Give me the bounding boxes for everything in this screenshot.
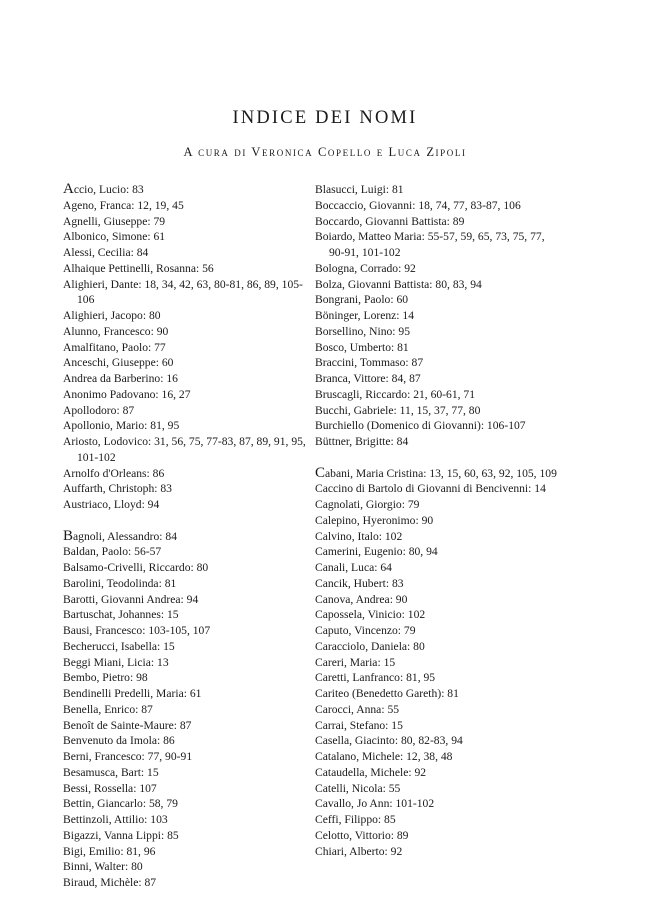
index-entry: Canova, Andrea: 90 [315,592,408,606]
index-entry: Besamusca, Bart: 15 [63,765,159,779]
index-entry: Catalano, Michele: 12, 38, 48 [315,750,453,763]
index-entry: Bigazzi, Vanna Lippi: 85 [63,828,179,842]
index-entry: Cataudella, Michele: 92 [315,765,427,779]
index-entry: Boccaccio, Giovanni: 18, 74, 77, 83-87, 106 [315,198,521,212]
index-entry: Celotto, Vittorio: 89 [315,828,409,842]
index-entry [315,466,559,482]
index-entry: Bigi, Emilio: 81, 96 [63,844,156,858]
index-entry: Capossela, Vinicio: 102 [315,608,426,622]
right-index-column [315,182,559,859]
index-entry: Böninger, Lorenz: 14 [315,309,415,322]
index-entry: Bartuschat, Johannes: 15 [63,608,179,622]
letter-group-gap [63,513,307,529]
index-entry: Catelli, Nicola: 55 [315,781,401,795]
letter-group-gap [315,450,559,466]
index-entry: Alighieri, Dante: 18, 34, 42, 63, 80-81, 86, 89, 105-106 [63,277,303,307]
index-entry: Boccardo, Giovanni Battista: 89 [315,214,465,228]
index-entry: Carocci, Anna: 55 [315,702,400,716]
index-entry: Caccino di Bartolo di Giovanni di Bencivenni: 14 [315,482,546,496]
index-letter-initial: A [63,181,74,197]
index-entry: Alighieri, Jacopo: 80 [63,309,161,322]
index-entry: Arnolfo d'Orleans: 86 [63,466,165,480]
index-entry: Blasucci, Luigi: 81 [315,183,404,196]
index-entry: Bologna, Corrado: 92 [315,261,416,275]
index-entry [63,182,307,198]
index-entry: Branca, Vittore: 84, 87 [315,372,421,385]
index-entry: Beggi Miani, Licia: 13 [63,655,169,669]
index-entry: Bongrani, Paolo: 60 [315,293,409,307]
index-entry: Barolini, Teodolinda: 81 [63,576,177,590]
index-entry: Apollodoro: 87 [63,403,135,417]
index-entry: Careri, Maria: 15 [315,655,396,669]
index-entry-text: ccio, Lucio: 83 [73,183,144,196]
index-entry: Barotti, Giovanni Andrea: 94 [63,592,199,606]
index-entry: Bembo, Pietro: 98 [63,671,148,685]
index-entry: Benvenuto da Imola: 86 [63,734,175,748]
index-entry [63,529,307,545]
index-entry: Camerini, Eugenio: 80, 94 [315,545,438,559]
index-entry: Borsellino, Nino: 95 [315,324,411,338]
index-entry: Amalfitano, Paolo: 77 [63,340,166,354]
index-entry: Auffarth, Christoph: 83 [63,482,172,496]
index-entry: Austriaco, Lloyd: 94 [63,498,160,511]
index-entry: Bessi, Rossella: 107 [63,781,157,795]
index-letter-initial: B [63,527,74,544]
index-entry: Burchiello (Domenico di Giovanni): 106-107 [315,419,526,433]
index-entry: Boiardo, Matteo Maria: 55-57, 59, 65, 73, 75, 77, 90-91, 101-102 [315,230,545,259]
index-entry: Cariteo (Benedetto Gareth): 81 [315,687,459,700]
index-letter-initial: C [315,464,326,481]
index-entry: Bosco, Umberto: 81 [315,340,409,354]
index-entry: Berni, Francesco: 77, 90-91 [63,750,193,763]
index-entry: Chiari, Alberto: 92 [315,844,403,858]
index-entry: Bettin, Giancarlo: 58, 79 [63,797,178,811]
index-entry: Ceffi, Filippo: 85 [315,813,396,826]
index-entry: Andrea da Barberino: 16 [63,372,178,385]
index-entry: Bettinzoli, Attilio: 103 [63,813,168,826]
index-entry: Binni, Walter: 80 [63,860,143,874]
index-entry: Alhaique Pettinelli, Rosanna: 56 [63,261,214,275]
index-entry: Bucchi, Gabriele: 11, 15, 37, 77, 80 [315,403,481,417]
index-entry: Alunno, Francesco: 90 [63,324,169,338]
index-entry: Alessi, Cecilia: 84 [63,246,149,259]
index-entry: Canali, Luca: 64 [315,561,392,574]
index-entry: Apollonio, Mario: 81, 95 [63,419,180,433]
index-entry: Casella, Giacinto: 80, 82-83, 94 [315,734,463,748]
index-entry: Calvino, Italo: 102 [315,529,403,543]
index-entry: Baldan, Paolo: 56-57 [63,545,162,559]
index-subtitle: A cura di Veronica Copello e Luca Zipoli [183,145,467,159]
index-entry: Bendinelli Predelli, Maria: 61 [63,687,202,700]
index-entry: Biraud, Michèle: 87 [63,876,157,889]
index-entry: Caracciolo, Daniela: 80 [315,639,425,653]
index-entry: Agnelli, Giuseppe: 79 [63,214,166,228]
index-entry: Balsamo-Crivelli, Riccardo: 80 [63,561,209,574]
index-entry: Caputo, Vincenzo: 79 [315,624,416,637]
index-entry: Bolza, Giovanni Battista: 80, 83, 94 [315,277,482,291]
index-entry: Bausi, Francesco: 103-105, 107 [63,624,211,637]
index-entry-text: abani, Maria Cristina: 13, 15, 60, 63, 92, 105, 109 [325,466,557,480]
index-entry: Büttner, Brigitte: 84 [315,435,409,448]
index-entry: Benella, Enrico: 87 [63,702,153,716]
index-entry: Ageno, Franca: 12, 19, 45 [63,198,184,212]
index-entry: Cavallo, Jo Ann: 101-102 [315,797,435,811]
index-entry: Anonimo Padovano: 16, 27 [63,387,191,401]
index-entry: Ariosto, Lodovico: 31, 56, 75, 77-83, 87, 89, 91, 95, 101-102 [63,435,306,464]
index-entry: Cancik, Hubert: 83 [315,576,404,590]
index-entry: Braccini, Tommaso: 87 [315,356,424,370]
index-entry-text: agnoli, Alessandro: 84 [73,529,178,543]
index-entry: Carrai, Stefano: 15 [315,718,403,732]
index-entry: Albonico, Simone: 61 [63,230,166,244]
index-entry: Bruscagli, Riccardo: 21, 60-61, 71 [315,387,476,401]
index-entry: Becherucci, Isabella: 15 [63,639,175,653]
index-entry: Caretti, Lanfranco: 81, 95 [315,671,436,685]
index-title: INDICE DEI NOMI [232,108,418,128]
left-index-column [63,182,307,891]
index-entry: Anceschi, Giuseppe: 60 [63,356,174,370]
index-entry: Benoît de Sainte-Maure: 87 [63,718,192,732]
index-entry: Cagnolati, Giorgio: 79 [315,498,420,511]
index-entry: Calepino, Hyeronimo: 90 [315,513,434,527]
